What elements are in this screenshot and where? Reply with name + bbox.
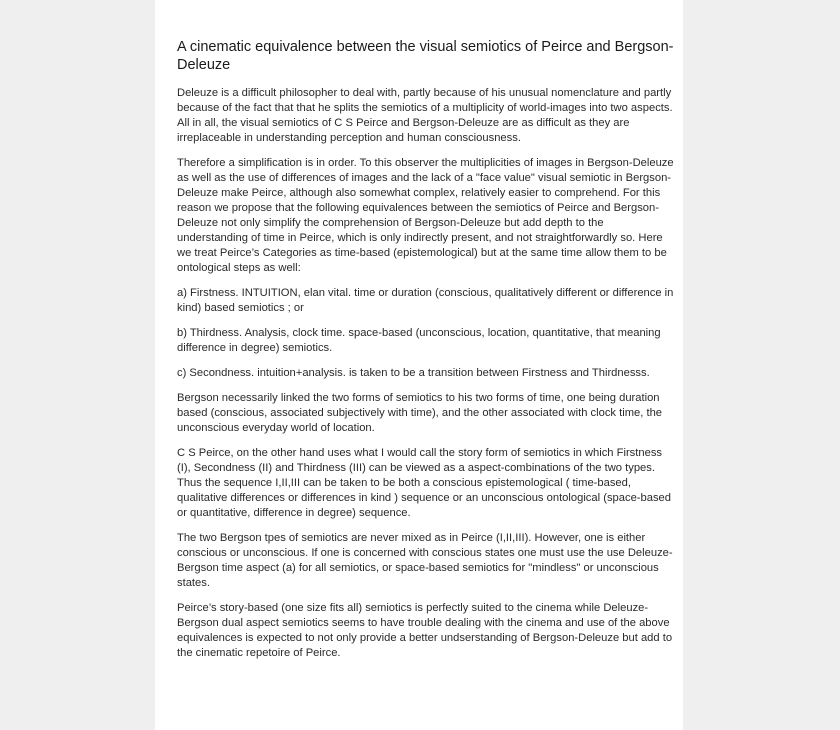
document-title: A cinematic equivalence between the visual semiotics of Peirce and Bergson-Deleuze xyxy=(177,39,674,73)
paragraph-peirce: C S Peirce, on the other hand uses what I would call the story form of semiotics in which Firstness (I), Secondness (II) and Thirdness (III) can be viewed as a aspect-combinations of the two types. Thus the sequence I,II,III can be taken to be both a conscious epistemological ( time-based, qualitative differences or differences in kind ) sequence or an unconscious ontological (space-based or quantitative, difference in degree) sequence. xyxy=(177,447,672,519)
list-item-firstness: a) Firstness. INTUITION, elan vital. time or duration (conscious, qualitatively different or difference in kind) based semiotics ; or xyxy=(177,287,674,314)
paragraph-bergson: Bergson necessarily linked the two forms of semiotics to his two forms of time, one being duration based (conscious, associated subjectively with time), and the other associated with clock time, the unconscious everyday world of location. xyxy=(177,392,663,434)
paragraph-simplification: Therefore a simplification is in order. To this observer the multiplicities of images in Bergson-Deleuze as well as the use of differences of images and the lack of a "face value" visual semiotic in Bergson-Deleuze make Peirce, although also somewhat complex, relatively easier to comprehend. For this reason we propose that the following equivalences between the semiotics of Peirce and Bergson-Deleuze not only simplify the comprehension of Bergson-Deleuze but add depth to the understanding of time in Peirce, which is only indirectly present, and not straightforwardly so. Here we treat Peirce’s Categories as time-based (epistemological) but at the same time allow them to be ontological steps as well: xyxy=(177,157,674,274)
document-page xyxy=(155,0,683,730)
paragraph-intro: Deleuze is a difficult philosopher to deal with, partly because of his unusual nomenclature and partly because of the fact that that he splits the semiotics of a multiplicity of world-images into two aspects. All in all, the visual semiotics of C S Peirce and Bergson-Deleuze are as difficult as they are irreplaceable in understanding perception and human consciousness. xyxy=(177,87,673,144)
document-body xyxy=(177,38,677,671)
paragraph-two-types: The two Bergson tpes of semiotics are never mixed as in Peirce (I,II,III). However, one is either conscious or unconscious. If one is concerned with conscious states one must use the use Deleuze-Bergson time aspect (a) for all semiotics, or space-based semiotics for "mindless" or unconscious states. xyxy=(177,532,673,589)
list-item-secondness: c) Secondness. intuition+analysis. is taken to be a transition between Firstness and Thirdnesss. xyxy=(177,367,650,379)
list-item-thirdness: b) Thirdness. Analysis, clock time. space-based (unconscious, location, quantitative, that meaning difference in degree) semiotics. xyxy=(177,327,661,354)
paragraph-cinema: Peirce’s story-based (one size fits all) semiotics is perfectly suited to the cinema while Deleuze-Bergson dual aspect semiotics seems to have trouble dealing with the cinema and use of the above equivalences is expected to not only provide a better undserstanding of Bergson-Deleuze but add to the cinematic repetoire of Peirce. xyxy=(177,602,673,659)
